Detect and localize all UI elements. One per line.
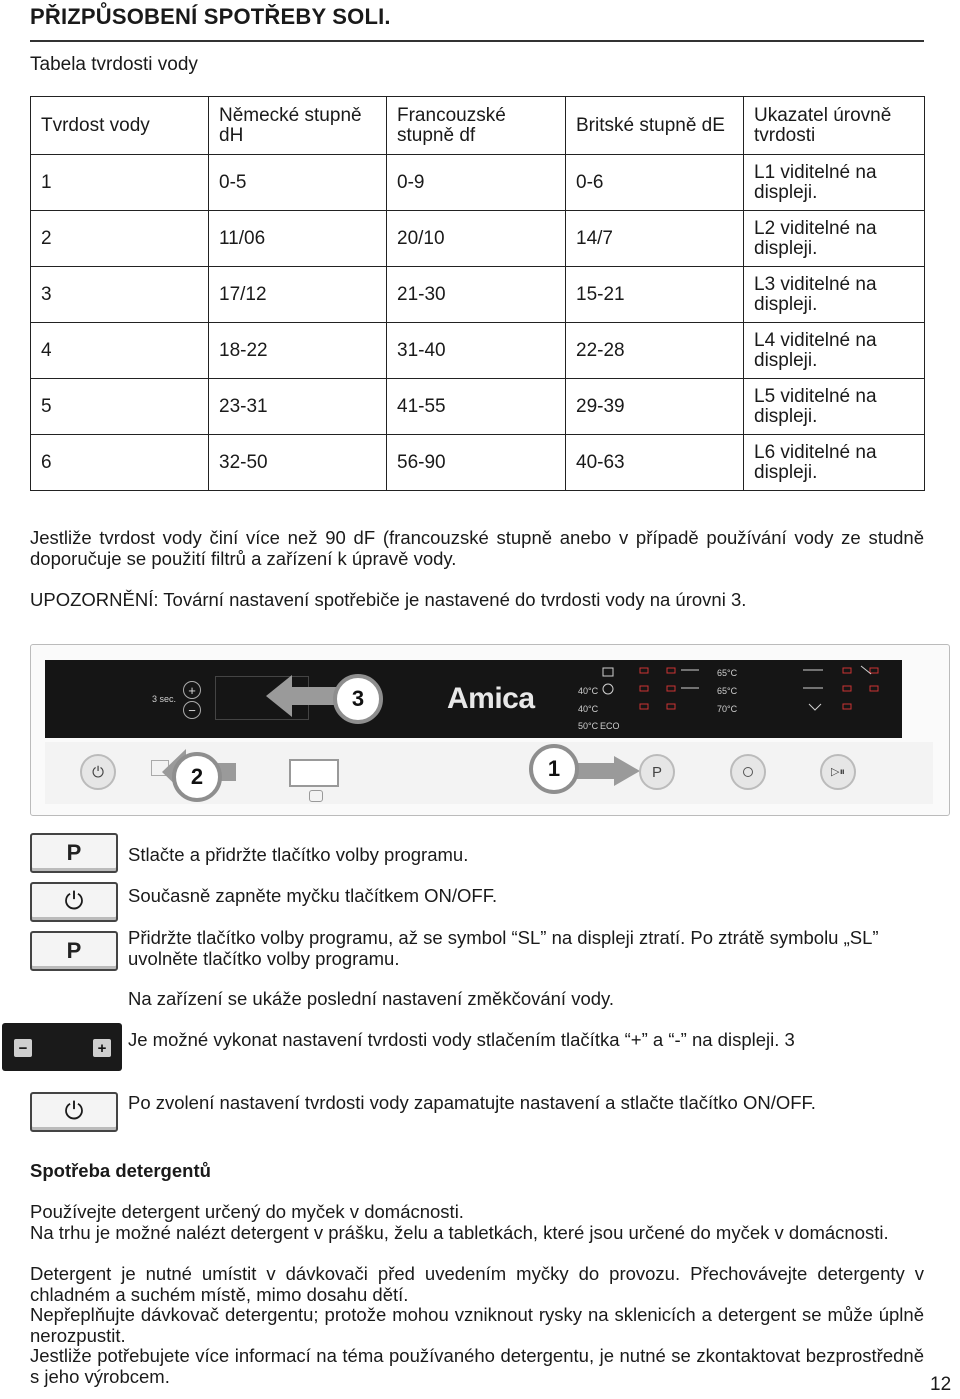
program-key-icon: P — [30, 833, 118, 873]
table-cell: 0-5 — [209, 155, 387, 211]
callout-2: 2 — [172, 752, 222, 802]
header-cell: Tvrdost vody — [31, 97, 209, 155]
delay-icon — [309, 790, 323, 802]
header-cell: Francouzské stupně df — [387, 97, 566, 155]
detergent-paragraph: Jestliže potřebujete více informací na téma používaného detergentu, je nutné se zkontaktovat bezprostředně s jeho výrobcem. — [30, 1345, 924, 1387]
step-6-text: Po zvolení nastavení tvrdosti vody zapamatujte nastavení a stlačte tlačítko ON/OFF. — [128, 1092, 816, 1113]
table-row — [31, 379, 925, 435]
temp-label: 40°C — [578, 686, 599, 696]
table-cell: L4 viditelné na displeji. — [744, 323, 925, 379]
table-cell: L5 viditelné na displeji. — [744, 379, 925, 435]
step-5-text: Je možné vykonat nastavení tvrdosti vody stlačením tlačítka “+” a “-” na displeji. 3 — [128, 1029, 795, 1050]
table-cell: 15-21 — [566, 267, 744, 323]
power-key-icon: ⏻ — [30, 882, 118, 922]
three-sec-label: 3 sec. — [152, 694, 177, 704]
table-cell: L6 viditelné na displeji. — [744, 435, 925, 491]
table-row — [31, 267, 925, 323]
water-hardness-table — [30, 96, 925, 491]
arrow-icon — [266, 671, 336, 721]
table-cell: 17/12 — [209, 267, 387, 323]
title-rule — [30, 40, 924, 42]
table-cell: 56-90 — [387, 435, 566, 491]
table-cell: 3 — [31, 267, 209, 323]
table-cell: L2 viditelné na displeji. — [744, 211, 925, 267]
page-number: 12 — [930, 1374, 952, 1395]
table-header-row — [31, 97, 925, 155]
table-cell: 18-22 — [209, 323, 387, 379]
callout-1: 1 — [529, 744, 579, 794]
power-key-icon: ⏻ — [30, 1092, 118, 1132]
temp-label: 50°C — [578, 721, 599, 731]
table-row — [31, 323, 925, 379]
table-cell: 21-30 — [387, 267, 566, 323]
table-cell: 41-55 — [387, 379, 566, 435]
step-3-text: Přidržte tlačítko volby programu, až se symbol “SL” na displeji ztratí. Po ztrátě symbolu „SL” uvolněte tlačítko volby programu. — [128, 927, 879, 969]
step-1-text: Stlačte a přidržte tlačítko volby programu. — [128, 844, 469, 865]
table-cell: 31-40 — [387, 323, 566, 379]
table-cell: 5 — [31, 379, 209, 435]
detergent-heading: Spotřeba detergentů — [30, 1160, 211, 1181]
minus-icon: − — [183, 701, 201, 719]
step-4-text: Na zařízení se ukáže poslední nastavení změkčování vody. — [128, 988, 615, 1009]
table-row — [31, 211, 925, 267]
door-handle — [289, 759, 339, 787]
temp-label: 70°C — [717, 704, 738, 714]
table-cell: 1 — [31, 155, 209, 211]
table-cell: 23-31 — [209, 379, 387, 435]
table-cell: 14/7 — [566, 211, 744, 267]
temp-label: 40°C — [578, 704, 599, 714]
program-p-icon: P — [651, 763, 662, 781]
header-cell: Britské stupně dE — [566, 97, 744, 155]
hardness-note: Jestliže tvrdost vody činí více než 90 dF (francouzské stupně anebo v případě používání vody ze studně doporučuje se použití filtrů a zařízení k úpravě vody. — [30, 527, 924, 569]
power-button[interactable] — [80, 754, 116, 790]
minus-icon: − — [14, 1039, 32, 1057]
power-icon: ⏻ — [92, 763, 104, 781]
detergent-paragraph: Používejte detergent určený do myček v domácnosti. — [30, 1201, 464, 1222]
callout-3: 3 — [333, 674, 383, 724]
detergent-paragraph: Nepřeplňujte dávkovač detergentu; protože mohou vzniknout rysky na sklenicích a detergent se může úplně nerozpustit. — [30, 1304, 924, 1346]
table-cell: 2 — [31, 211, 209, 267]
plus-icon: + — [183, 681, 201, 699]
detergent-paragraph: Detergent je nutné umístit v dávkovači před uvedením myčky do provozu. Přechovávejte detergenty v chladném a suchém místě, mimo dosahu dětí. — [30, 1263, 924, 1305]
step-2-text: Současně zapněte myčku tlačítkem ON/OFF. — [128, 885, 498, 906]
table-cell: 6 — [31, 435, 209, 491]
program-indicators — [595, 664, 905, 734]
table-cell: 40-63 — [566, 435, 744, 491]
play-pause-icon: ▷⏸ — [831, 766, 845, 778]
eco-label: ECO — [600, 721, 620, 731]
table-caption: Tabela tvrdosti vody — [30, 54, 198, 75]
table-row — [31, 435, 925, 491]
start-pause-button[interactable] — [820, 754, 856, 790]
temp-label: 65°C — [717, 686, 738, 696]
program-key-icon: P — [30, 931, 118, 971]
table-cell: 32-50 — [209, 435, 387, 491]
table-cell: 29-39 — [566, 379, 744, 435]
table-cell: 11/06 — [209, 211, 387, 267]
header-cell: Ukazatel úrovně tvrdosti — [744, 97, 925, 155]
page-title: PŘIZPŮSOBENÍ SPOTŘEBY SOLI. — [30, 4, 391, 29]
brand-logo: Amica — [447, 682, 535, 715]
table-cell: 0-6 — [566, 155, 744, 211]
table-cell: L3 viditelné na displeji. — [744, 267, 925, 323]
header-cell: Německé stupně dH — [209, 97, 387, 155]
table-cell: 4 — [31, 323, 209, 379]
option-button[interactable] — [730, 754, 766, 790]
table-cell: 22-28 — [566, 323, 744, 379]
plus-icon: + — [93, 1039, 111, 1057]
temp-label: 65°C — [717, 668, 738, 678]
program-button[interactable] — [639, 754, 675, 790]
table-cell: 20/10 — [387, 211, 566, 267]
table-cell: 0-9 — [387, 155, 566, 211]
detergent-paragraph: Na trhu je možné nalézt detergent v prášku, želu a tabletkách, které jsou určené do myček v domácnosti. — [30, 1222, 889, 1243]
table-cell: L1 viditelné na displeji. — [744, 155, 925, 211]
table-row — [31, 155, 925, 211]
factory-setting-warning: UPOZORNĚNÍ: Tovární nastavení spotřebiče je nastavené do tvrdosti vody na úrovni 3. — [30, 589, 747, 610]
circle-icon — [743, 767, 753, 777]
plus-minus-key-icon — [2, 1023, 122, 1071]
